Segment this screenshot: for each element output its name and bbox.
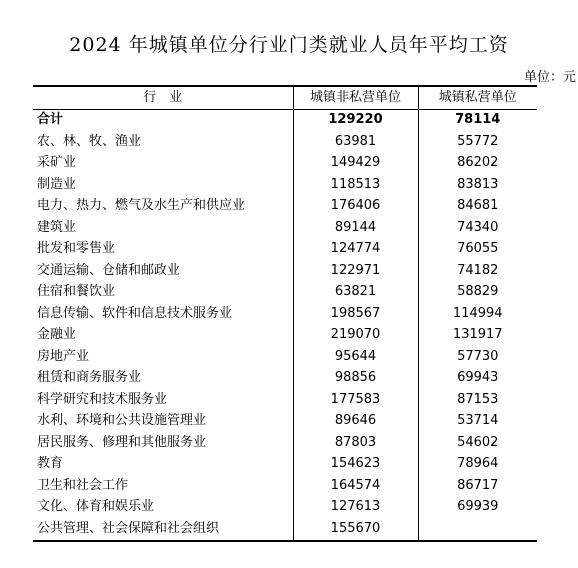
industry-name-cell: 居民服务、修理和其他服务业 bbox=[37, 434, 207, 450]
industry-name-cell: 交通运输、仓储和邮政业 bbox=[37, 262, 181, 278]
nonprivate-wage-cell: 154623 bbox=[293, 454, 418, 476]
table-header-row bbox=[33, 86, 537, 109]
industry-name-cell: 金融业 bbox=[37, 327, 77, 343]
nonprivate-wage-cell: 177583 bbox=[293, 389, 418, 411]
header-industry: 行 业 bbox=[143, 89, 183, 105]
nonprivate-wage-cell: 118513 bbox=[293, 174, 418, 196]
table-row bbox=[33, 432, 537, 454]
private-wage-cell: 87153 bbox=[418, 389, 537, 411]
unit-label: 单位：元 bbox=[523, 70, 576, 85]
nonprivate-wage-cell: 219070 bbox=[293, 325, 418, 347]
nonprivate-wage-cell: 63821 bbox=[293, 282, 418, 304]
private-wage-cell: 54602 bbox=[418, 432, 537, 454]
nonprivate-wage-cell: 176406 bbox=[293, 196, 418, 218]
table-row bbox=[33, 217, 537, 239]
nonprivate-wage-cell: 122971 bbox=[293, 260, 418, 282]
table-row bbox=[33, 282, 537, 304]
industry-name-cell: 文化、体育和娱乐业 bbox=[37, 499, 155, 515]
private-wage-cell: 86202 bbox=[418, 153, 537, 175]
nonprivate-wage-cell: 198567 bbox=[293, 303, 418, 325]
private-wage-cell bbox=[418, 518, 537, 541]
industry-name-cell: 租赁和商务服务业 bbox=[37, 370, 142, 386]
industry-name-cell: 科学研究和技术服务业 bbox=[37, 391, 168, 407]
nonprivate-wage-cell: 164574 bbox=[293, 475, 418, 497]
industry-name-cell: 教育 bbox=[37, 456, 64, 472]
private-wage-cell: 69939 bbox=[418, 497, 537, 519]
table-row bbox=[33, 260, 537, 282]
industry-name-cell: 公共管理、社会保障和社会组织 bbox=[37, 520, 220, 536]
private-wage-cell: 69943 bbox=[418, 368, 537, 390]
industry-name-cell: 住宿和餐饮业 bbox=[37, 284, 116, 300]
industry-name-cell: 采矿业 bbox=[37, 155, 77, 171]
private-wage-cell: 131917 bbox=[418, 325, 537, 347]
table-row bbox=[33, 368, 537, 390]
private-wage-cell: 57730 bbox=[418, 346, 537, 368]
table-row bbox=[33, 196, 537, 218]
header-private: 城镇私营单位 bbox=[418, 86, 537, 109]
table-row bbox=[33, 109, 537, 131]
nonprivate-wage-cell: 124774 bbox=[293, 239, 418, 261]
private-wage-cell: 55772 bbox=[418, 131, 537, 153]
table-row bbox=[33, 131, 537, 153]
table-row bbox=[33, 303, 537, 325]
industry-name-cell: 合计 bbox=[37, 112, 64, 128]
table-row bbox=[33, 518, 537, 541]
nonprivate-wage-cell: 63981 bbox=[293, 131, 418, 153]
industry-name-cell: 批发和零售业 bbox=[37, 241, 116, 257]
industry-name-cell: 建筑业 bbox=[37, 219, 77, 235]
nonprivate-wage-cell: 127613 bbox=[293, 497, 418, 519]
industry-name-cell: 水利、环境和公共设施管理业 bbox=[37, 413, 207, 429]
private-wage-cell: 78964 bbox=[418, 454, 537, 476]
nonprivate-wage-cell: 89144 bbox=[293, 217, 418, 239]
table-row bbox=[33, 475, 537, 497]
private-wage-cell: 58829 bbox=[418, 282, 537, 304]
nonprivate-wage-cell: 95644 bbox=[293, 346, 418, 368]
industry-name-cell: 信息传输、软件和信息技术服务业 bbox=[37, 305, 233, 321]
nonprivate-wage-cell: 155670 bbox=[293, 518, 418, 541]
private-wage-cell: 53714 bbox=[418, 411, 537, 433]
private-wage-cell: 76055 bbox=[418, 239, 537, 261]
private-wage-cell: 84681 bbox=[418, 196, 537, 218]
nonprivate-wage-cell: 89646 bbox=[293, 411, 418, 433]
table-row bbox=[33, 454, 537, 476]
table-row bbox=[33, 325, 537, 347]
private-wage-cell: 78114 bbox=[418, 109, 537, 131]
table-row bbox=[33, 153, 537, 175]
table-row bbox=[33, 497, 537, 519]
table-row bbox=[33, 346, 537, 368]
nonprivate-wage-cell: 98856 bbox=[293, 368, 418, 390]
table-row bbox=[33, 239, 537, 261]
industry-name-cell: 制造业 bbox=[37, 176, 77, 192]
table-row bbox=[33, 174, 537, 196]
table-row bbox=[33, 411, 537, 433]
private-wage-cell: 74182 bbox=[418, 260, 537, 282]
private-wage-cell: 74340 bbox=[418, 217, 537, 239]
table-row bbox=[33, 389, 537, 411]
private-wage-cell: 83813 bbox=[418, 174, 537, 196]
page-title: 2024 年城镇单位分行业门类就业人员年平均工资 bbox=[69, 34, 509, 56]
private-wage-cell: 114994 bbox=[418, 303, 537, 325]
nonprivate-wage-cell: 87803 bbox=[293, 432, 418, 454]
nonprivate-wage-cell: 149429 bbox=[293, 153, 418, 175]
wage-table bbox=[33, 85, 537, 542]
table-body bbox=[33, 109, 537, 541]
industry-name-cell: 卫生和社会工作 bbox=[37, 477, 129, 493]
header-nonprivate: 城镇非私营单位 bbox=[293, 86, 418, 109]
industry-name-cell: 农、林、牧、渔业 bbox=[37, 133, 142, 149]
industry-name-cell: 房地产业 bbox=[37, 348, 90, 364]
private-wage-cell: 86717 bbox=[418, 475, 537, 497]
nonprivate-wage-cell: 129220 bbox=[293, 109, 418, 131]
industry-name-cell: 电力、热力、燃气及水生产和供应业 bbox=[37, 198, 246, 214]
